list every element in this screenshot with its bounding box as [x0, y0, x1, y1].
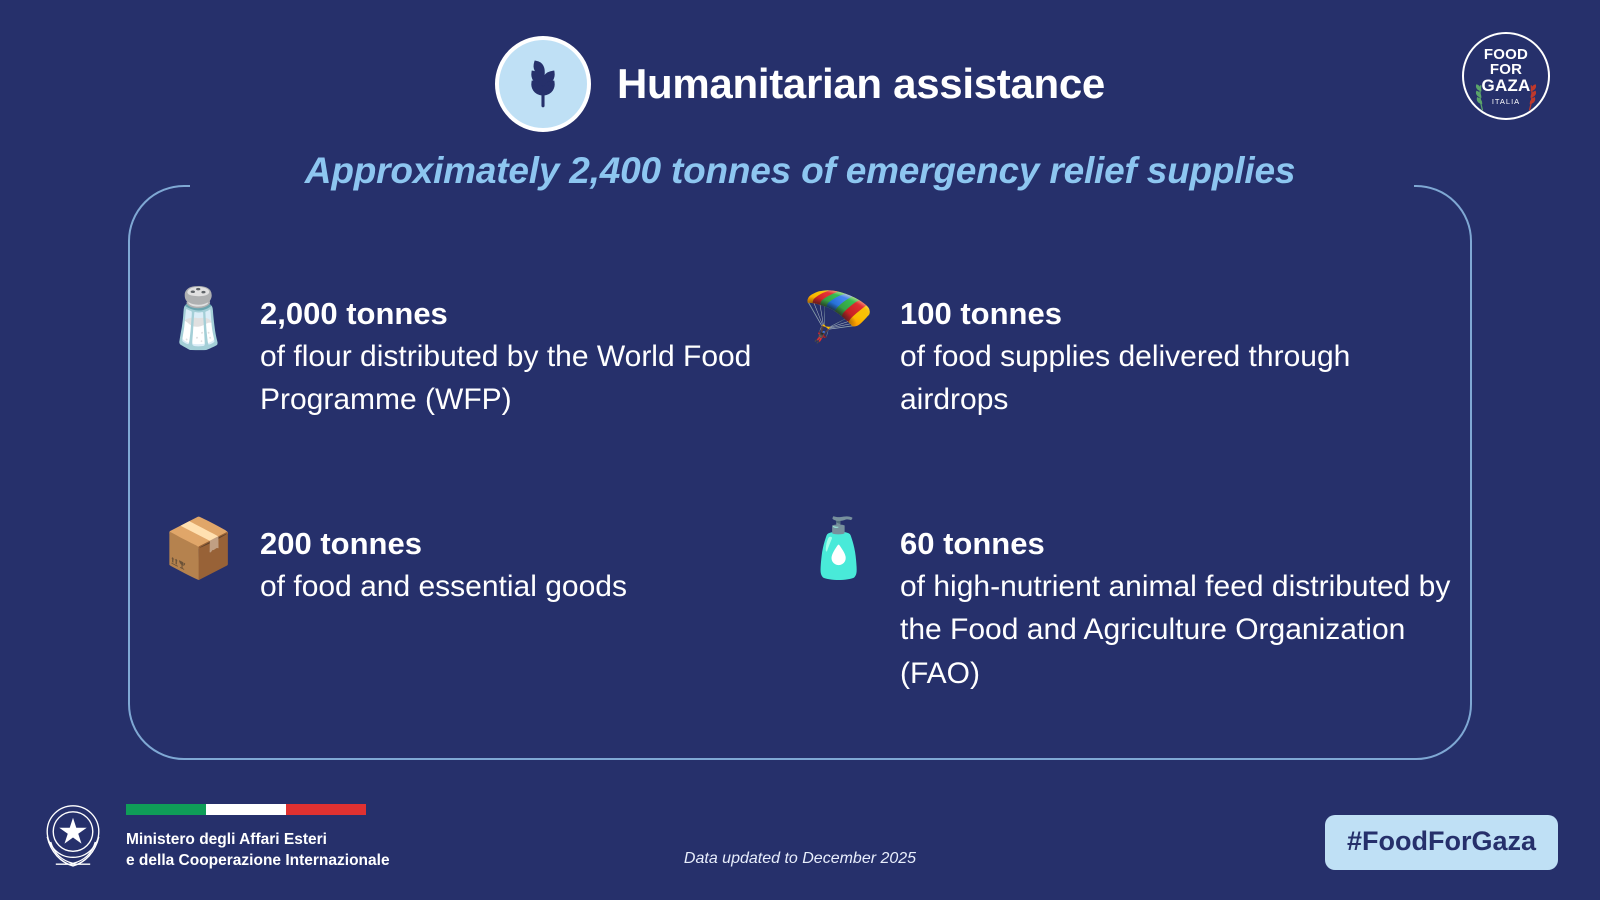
subtitle: Approximately 2,400 tonnes of emergency relief supplies	[304, 150, 1296, 191]
stat-description: of flour distributed by the World Food Programme (WFP)	[260, 339, 752, 417]
stat-text	[260, 290, 800, 422]
stat-item	[160, 516, 800, 695]
stat-item	[160, 286, 800, 520]
logo-line-4: ITALIA	[1491, 96, 1521, 106]
data-updated-note: Data updated to December 2025	[683, 850, 917, 867]
wheat-left-icon	[1472, 82, 1488, 112]
header	[0, 36, 1600, 132]
wheat-right-icon	[1524, 82, 1540, 112]
stat-text	[900, 290, 1460, 422]
logo-line-2: FOR	[1489, 61, 1523, 79]
stat-description: of food supplies delivered through airdrops	[900, 339, 1351, 417]
logo-line-1: FOOD	[1483, 45, 1529, 63]
flour-sack-icon: 🧂	[162, 286, 236, 351]
stats-grid	[160, 286, 1460, 695]
stat-amount: 2,000 tonnes	[260, 296, 448, 331]
stat-amount: 60 tonnes	[900, 526, 1045, 561]
flag-white	[206, 804, 286, 815]
hashtag-badge: #FoodForGaza	[1325, 815, 1558, 870]
ministry-line-2: e della Cooperazione Internazionale	[126, 852, 390, 870]
stat-description: of high-nutrient animal feed distributed by the Food and Agriculture Organization (FAO)	[900, 569, 1451, 690]
stat-text	[260, 520, 627, 608]
logo-line-3: GAZA	[1481, 76, 1531, 96]
parachute-airdrop-icon: 🪂	[802, 286, 876, 351]
stat-amount: 100 tonnes	[900, 296, 1062, 331]
stat-item	[800, 286, 1460, 520]
stat-item	[800, 516, 1460, 695]
animal-feed-bags-icon: 🧴	[802, 516, 876, 581]
food-for-gaza-logo	[1462, 32, 1550, 120]
flag-green	[126, 804, 206, 815]
wheat-icon	[495, 36, 591, 132]
page-title: Humanitarian assistance	[617, 60, 1105, 107]
stat-text	[900, 520, 1460, 695]
flag-red	[286, 804, 366, 815]
stat-description: of food and essential goods	[260, 569, 627, 603]
italian-flag-bar-icon	[126, 804, 366, 815]
ministry-line-1: Ministero degli Affari Esteri	[126, 831, 327, 849]
stat-amount: 200 tonnes	[260, 526, 422, 561]
food-box-icon: 📦	[162, 516, 236, 581]
